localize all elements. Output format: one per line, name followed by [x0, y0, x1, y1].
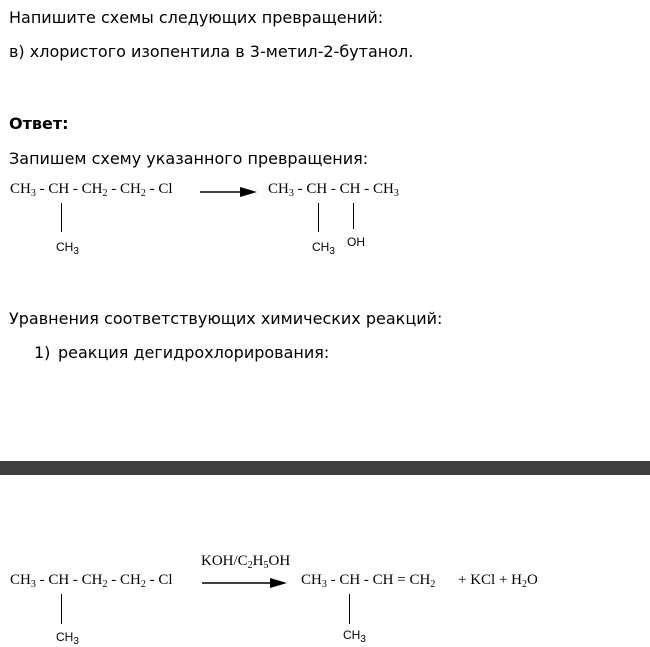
step-label: реакция дегидрохлорирования: [58, 343, 330, 362]
scheme-product: $CH_3$ - CH - CH - $CH_3$ [268, 181, 399, 199]
task-title: Напишите схемы следующих превращений: [9, 8, 384, 27]
reaction1-reactant-bond [61, 594, 62, 624]
reaction1-product: $CH_3$ - CH - CH = $CH_2$ [301, 572, 436, 590]
reaction1-product-branch: $CH_3$ [343, 628, 366, 645]
scheme-reactant: $CH_3$ - CH - $CH_2 - CH_2$ - Cl [10, 181, 173, 199]
reaction1-conditions: KOH/$C_2H_5OH$ [201, 553, 291, 571]
step-number: 1) [34, 343, 51, 362]
scheme-product-bond-2 [353, 203, 354, 229]
scheme-product-bond-1 [318, 203, 319, 232]
scheme-reactant-branch: $CH_3$ [56, 240, 79, 257]
page-divider [0, 461, 650, 475]
scheme-arrow [200, 186, 258, 198]
scheme-product-branch-2: OH [347, 235, 365, 249]
reaction1-arrow [202, 577, 288, 589]
equations-heading: Уравнения соответствующих химических реакций: [9, 309, 443, 328]
scheme-product-branch-1: $CH_3$ [312, 240, 335, 257]
scheme-reactant-bond [61, 203, 62, 232]
answer-intro: Запишем схему указанного превращения: [9, 149, 369, 168]
answer-heading: Ответ: [9, 114, 69, 133]
reaction1-reactant: $CH_3$ - CH - $CH_2 - CH_2$ - Cl [10, 572, 173, 590]
reaction1-product-bond [349, 594, 350, 624]
reaction1-byproducts: + KCl + $H_2O$ [458, 572, 538, 590]
task-item: в) хлористого изопентила в 3-метил-2-бутанол. [9, 42, 414, 61]
reaction1-reactant-branch: $CH_3$ [56, 630, 79, 647]
